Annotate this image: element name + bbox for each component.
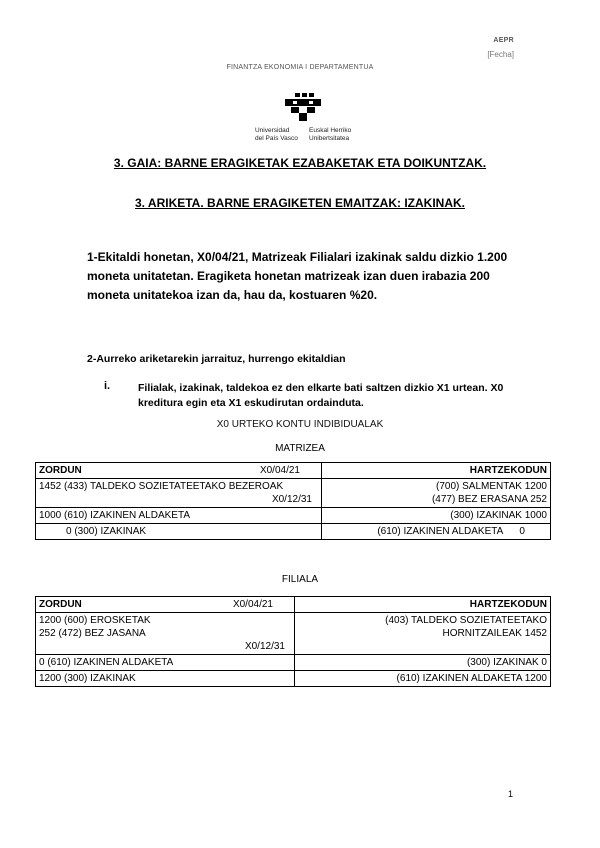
hartzekodun-label: HARTZEKODUN bbox=[469, 599, 547, 610]
logo-es-line1: Universidad bbox=[255, 127, 290, 134]
credit-text: (300) IZAKINAK 1000 bbox=[450, 510, 547, 521]
credit-cell bbox=[295, 671, 551, 687]
debit-cell bbox=[36, 479, 322, 508]
section-subtitle: X0 URTEKO KONTU INDIBIDUALAK bbox=[216, 419, 384, 430]
debit-cell bbox=[36, 613, 295, 655]
row-date: X0/12/31 bbox=[244, 641, 285, 652]
logo-eu-line1: Euskal Herriko bbox=[309, 127, 352, 134]
credit-text: (610) IZAKINEN ALDAKETA 1200 bbox=[396, 673, 547, 684]
list-item-text: Filialak, izakinak, taldekoa ez den elkarte bati saltzen dizkio X1 urtean. X0 kreditura egin eta X1 eskudirutan ordainduta. bbox=[138, 382, 504, 409]
page-number: 1 bbox=[508, 789, 514, 799]
table-row bbox=[36, 613, 551, 655]
debit-text: 0 (300) IZAKINAK bbox=[66, 526, 147, 537]
paragraph-1: 1-Ekitaldi honetan, X0/04/21, Matrizeak Filialari izakinak saldu dizkio 1.200 moneta unitatetan. Eragiketa honetan matrizeak izan duen irabazia 200 moneta unitatekoa izan da, hau da, kostuaren %20. bbox=[87, 250, 508, 302]
logo-text-es bbox=[255, 127, 298, 142]
debit-cell bbox=[36, 508, 322, 524]
topic-title: 3. GAIA: BARNE ERAGIKETAK EZABAKETAK ETA DOIKUNTZAK. bbox=[113, 156, 487, 170]
zordun-label: ZORDUN bbox=[39, 465, 82, 476]
paragraph-2: 2-Aurreko ariketarekin jarraituz, hurrengo ekitaldian bbox=[87, 353, 346, 365]
department-title: FINANTZA EKONOMIA I DEPARTAMENTUA bbox=[226, 64, 374, 71]
list-item-number: i. bbox=[104, 380, 111, 392]
university-emblem-icon bbox=[283, 93, 323, 123]
debit-cell bbox=[36, 655, 295, 671]
table-row bbox=[36, 655, 551, 671]
matrizea-ledger-table bbox=[35, 462, 551, 540]
header-date: [Fecha] bbox=[487, 50, 514, 59]
credit-cell bbox=[322, 508, 551, 524]
credit-text: (610) IZAKINEN ALDAKETA 0 bbox=[377, 526, 525, 537]
debit-text: 1200 (600) EROSKETAK 252 (472) BEZ JASANA bbox=[39, 615, 151, 639]
debit-cell bbox=[36, 671, 295, 687]
debit-text: 1200 (300) IZAKINAK bbox=[39, 673, 136, 684]
debit-cell bbox=[36, 524, 322, 540]
credit-cell bbox=[322, 524, 551, 540]
credit-text: (403) TALDEKO SOZIETATEETAKO HORNITZAILEAK 1452 bbox=[385, 615, 547, 639]
zordun-label: ZORDUN bbox=[39, 599, 82, 610]
debit-text: 1452 (433) TALDEKO SOZIETATEETAKO BEZEROAK bbox=[39, 481, 284, 492]
logo-es-line2: del País Vasco bbox=[255, 134, 298, 142]
filiala-ledger-table bbox=[35, 596, 551, 687]
credit-cell bbox=[322, 479, 551, 508]
credit-cell bbox=[295, 655, 551, 671]
matrizea-caption: MATRIZEA bbox=[275, 443, 325, 454]
table-row bbox=[36, 479, 551, 508]
zordun-header bbox=[36, 463, 322, 479]
row-date: X0/12/31 bbox=[271, 494, 312, 505]
credit-text: (700) SALMENTAK 1200 (477) BEZ ERASANA 252 bbox=[431, 481, 547, 505]
table-row bbox=[36, 671, 551, 687]
exercise-title: 3. ARIKETA. BARNE ERAGIKETEN EMAITZAK: IZAKINAK. bbox=[135, 196, 465, 210]
logo-eu-line2: Unibertsitatea bbox=[309, 134, 350, 142]
logo-text-eu bbox=[309, 127, 351, 142]
debit-text: 0 (610) IZAKINEN ALDAKETA bbox=[39, 657, 174, 668]
entry-date: X0/04/21 bbox=[259, 465, 300, 476]
table-header-row bbox=[36, 597, 551, 613]
hartzekodun-header bbox=[295, 597, 551, 613]
debit-text: 1000 (610) IZAKINEN ALDAKETA bbox=[39, 510, 190, 521]
table-row bbox=[36, 524, 551, 540]
credit-cell bbox=[295, 613, 551, 655]
zordun-header bbox=[36, 597, 295, 613]
table-header-row bbox=[36, 463, 551, 479]
hartzekodun-header bbox=[322, 463, 551, 479]
entry-date: X0/04/21 bbox=[232, 599, 273, 610]
university-logo bbox=[255, 93, 365, 145]
hartzekodun-label: HARTZEKODUN bbox=[469, 465, 547, 476]
table-row bbox=[36, 508, 551, 524]
header-author: AEPR bbox=[493, 37, 514, 44]
filiala-caption: FILIALA bbox=[281, 574, 319, 585]
credit-text: (300) IZAKINAK 0 bbox=[466, 657, 547, 668]
